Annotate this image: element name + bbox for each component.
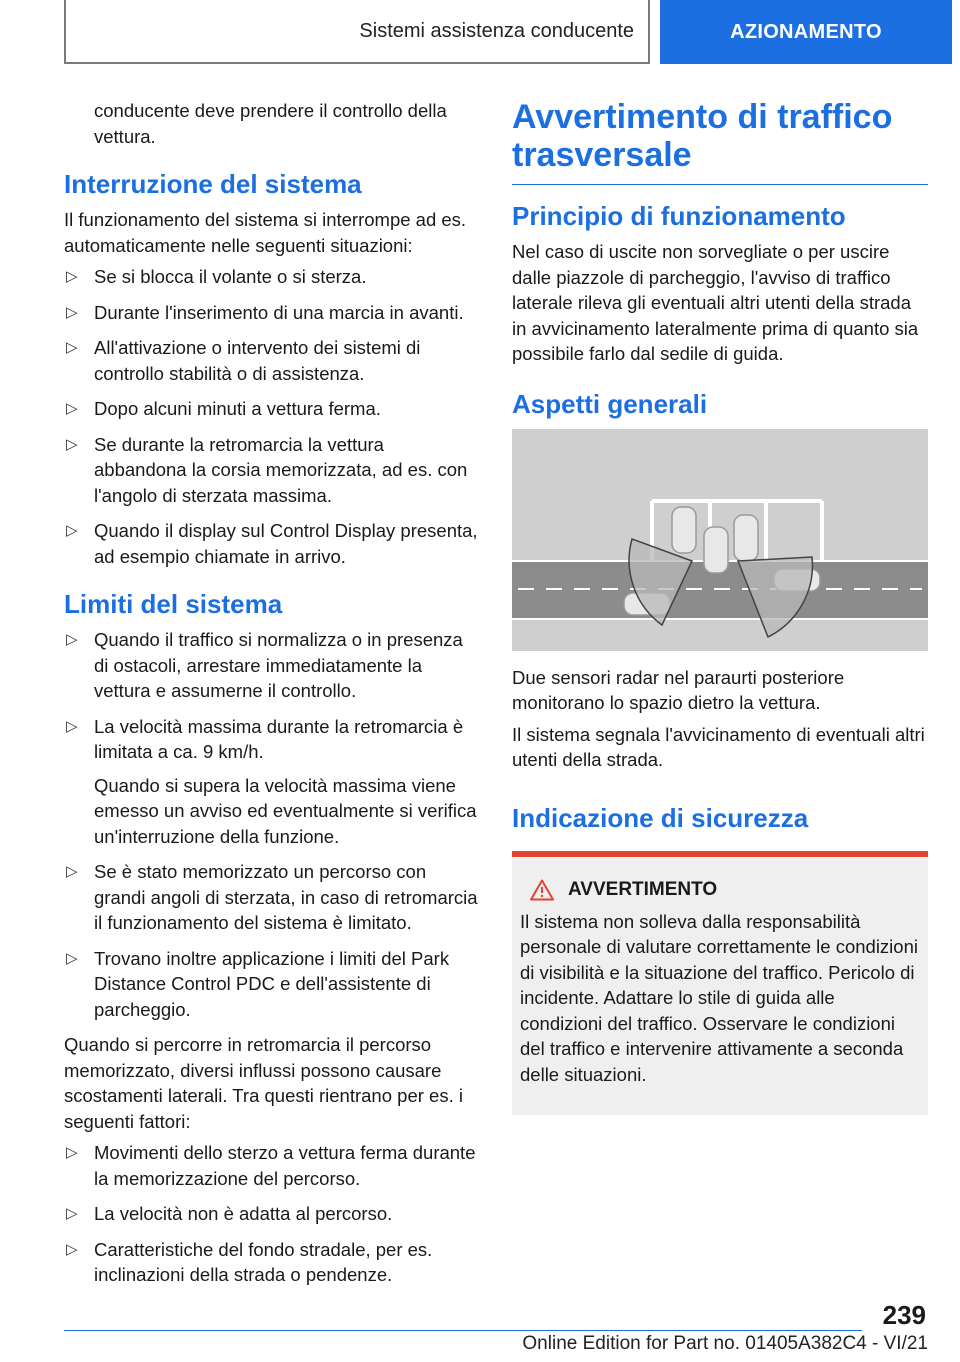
header-section bbox=[64, 0, 650, 64]
triangle-bullet-icon: ▷ bbox=[66, 863, 78, 880]
triangle-bullet-icon: ▷ bbox=[66, 400, 78, 417]
page-number: 239 bbox=[882, 1300, 926, 1330]
triangle-bullet-icon: ▷ bbox=[66, 717, 78, 735]
warning-label: AVVERTIMENTO bbox=[568, 878, 718, 900]
triangle-bullet-icon: ▷ bbox=[66, 339, 78, 356]
principle-heading: Principio di funzionamento bbox=[512, 201, 846, 231]
factors-list bbox=[64, 1140, 478, 1288]
limits-heading: Limiti del sistema bbox=[64, 589, 283, 619]
footer-divider bbox=[64, 1330, 862, 1331]
right-column bbox=[512, 98, 928, 1115]
principle-text: Nel caso di uscite non sorvegliate o per uscire dalle piazzole di parcheggio, l'avviso di traffico laterale rileva gli eventuali altri utenti della strada in avvicinamento lateralmente prima di quanto sia possibile farlo dal sedile di guida. bbox=[512, 241, 919, 364]
limits-list bbox=[64, 627, 478, 1022]
header-section-label: Sistemi assistenza conducente bbox=[359, 19, 634, 42]
general-text-1: Due sensori radar nel paraurti posteriore monitorano lo spazio dietro la vettura. bbox=[512, 666, 845, 713]
list-item: ▷ Quando il display sul Control Display presenta, ad esempio chiamate in arrivo. bbox=[66, 520, 478, 567]
general-text-2: Il sistema segnala l'avvicinamento di eventuali altri utenti della strada. bbox=[512, 723, 925, 770]
list-item: ▷ Dopo alcuni minuti a vettura ferma. bbox=[64, 396, 478, 422]
triangle-bullet-icon: ▷ bbox=[66, 435, 78, 453]
header-chapter-label: AZIONAMENTO bbox=[730, 20, 882, 43]
triangle-bullet-icon: ▷ bbox=[66, 1144, 78, 1161]
parking-radar-diagram bbox=[512, 429, 928, 651]
list-item: ▷ La velocità non è adatta al percorso. bbox=[64, 1201, 478, 1227]
list-item: ▷ Durante l'inserimento di una marcia in avanti. bbox=[64, 300, 478, 326]
warning-triangle-icon bbox=[530, 879, 554, 901]
list-item: ▷ Quando il traffico si normalizza o in presenza di ostacoli, arrestare immediatamente la vettura e assumerne il controllo. bbox=[66, 629, 463, 701]
triangle-bullet-icon: ▷ bbox=[66, 1205, 78, 1222]
section-title: Avvertimento di traffico trasversale bbox=[512, 98, 893, 174]
triangle-bullet-icon: ▷ bbox=[66, 268, 78, 285]
triangle-bullet-icon: ▷ bbox=[66, 1240, 78, 1258]
warning-text: Il sistema non solleva dalla responsabilità personale di valutare correttamente le condizioni di visibilità e la situazione del traffico. Pericolo di incidente. Adattare lo stile di guida alle condizioni del traffico. Osservare le condizioni del traffico e intervenire attivamente a seconda delle situazioni. bbox=[520, 910, 918, 1085]
list-item: ▷ Movimenti dello sterzo a vettura ferma durante la memorizzazione del percorso. bbox=[66, 1142, 476, 1189]
triangle-bullet-icon: ▷ bbox=[66, 303, 78, 321]
warning-box bbox=[512, 851, 928, 1116]
interruption-lead: Il funzionamento del sistema si interrompe ad es. automaticamente nelle seguenti situazioni: bbox=[64, 209, 467, 256]
triangle-bullet-icon: ▷ bbox=[66, 631, 78, 648]
safety-heading: Indicazione di sicurezza bbox=[512, 802, 809, 833]
limits-paragraph: Quando si percorre in retromarcia il percorso memorizzato, diversi influssi possono causare scostamenti laterali. Tra questi rientrano per es. i seguenti fattori: bbox=[64, 1034, 463, 1132]
triangle-bullet-icon: ▷ bbox=[66, 949, 78, 967]
limits-speed-note: Quando si supera la velocità massima viene emesso un avviso ed eventualmente si verifica un'interruzione della funzione. bbox=[94, 774, 477, 847]
left-column bbox=[64, 98, 478, 1298]
general-heading: Aspetti generali bbox=[512, 388, 708, 419]
list-item: ▷ Trovano inoltre applicazione i limiti del Park Distance Control PDC e dell'assistente di parcheggio. bbox=[66, 947, 450, 1020]
list-item: ▷ All'attivazione o intervento dei sistemi di controllo stabilità o di assistenza. bbox=[66, 337, 421, 384]
footer-edition: Online Edition for Part no. 01405A382C4 - VI/21 bbox=[522, 1333, 928, 1354]
cross-traffic-illustration bbox=[512, 429, 928, 651]
interruption-list bbox=[64, 264, 478, 569]
triangle-bullet-icon: ▷ bbox=[66, 522, 78, 539]
list-item: ▷ Caratteristiche del fondo stradale, per es. inclinazioni della strada o pendenze. bbox=[66, 1238, 433, 1285]
intro-text: conducente deve prendere il controllo della vettura. bbox=[94, 100, 447, 147]
warning-title bbox=[520, 879, 920, 901]
list-item: ▷ Se durante la retromarcia la vettura abbandona la corsia memorizzata, ad es. con l'angolo di sterzata massima. bbox=[66, 433, 468, 506]
list-item: ▷ Se si blocca il volante o si sterza. bbox=[64, 264, 478, 290]
list-item: ▷ Se è stato memorizzato un percorso con grandi angoli di sterzata, in caso di retromarcia il funzionamento del sistema è limitato. bbox=[66, 861, 478, 933]
header-chapter-tab[interactable] bbox=[660, 0, 952, 64]
title-divider bbox=[512, 184, 928, 185]
list-item: ▷ La velocità massima durante la retromarcia è limitata a ca. 9 km/h. Quando si supera la velocità massima viene emesso un avviso ed eventualmente si verifica un'interruzione della funzione. bbox=[64, 714, 478, 850]
interruption-heading: Interruzione del sistema bbox=[64, 169, 362, 199]
